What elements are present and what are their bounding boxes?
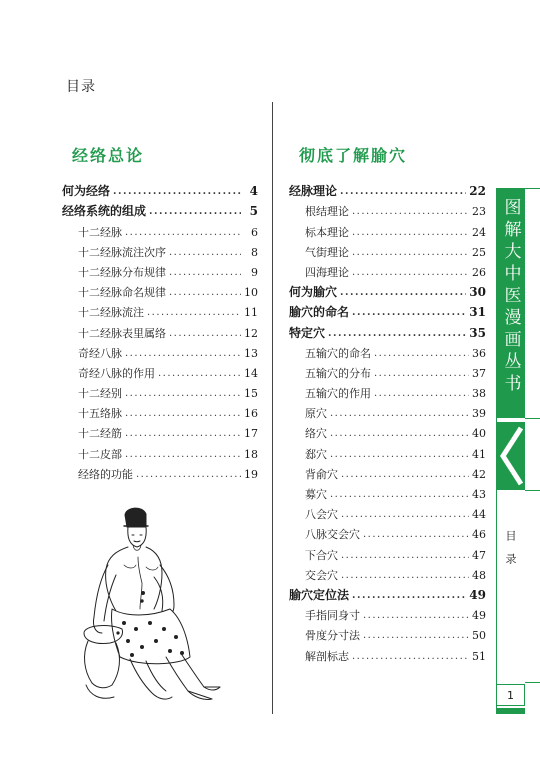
toc-entry[interactable]: [62, 239, 258, 259]
toc-entry-page: 23: [472, 205, 486, 219]
toc-entry-page: 10: [244, 286, 258, 300]
toc-entry[interactable]: [289, 562, 486, 582]
page-number: 1: [497, 684, 525, 706]
toc-entry-title: 十二经脉流注: [78, 306, 144, 320]
chapter-label: 目录: [504, 530, 517, 576]
toc-entry[interactable]: [289, 400, 486, 420]
toc-entry-page: 4: [249, 184, 258, 199]
toc-leader-dots: [363, 629, 469, 642]
toc-entry-title: 腧穴的命名: [289, 305, 350, 320]
toc-entry-page: 30: [469, 285, 486, 300]
toc-entry[interactable]: [62, 218, 258, 238]
toc-entry-page: 6: [251, 225, 258, 239]
toc-entry[interactable]: [289, 360, 486, 380]
toc-leader-dots: [352, 650, 469, 663]
toc-entry-page: 18: [244, 447, 258, 461]
toc-entry-title: 经络的功能: [78, 467, 133, 481]
toc-entry-title: 十二经脉分布规律: [78, 265, 166, 279]
toc-entry-page: 46: [472, 528, 486, 542]
toc-leader-dots: [341, 508, 469, 521]
toc-entry-title: 十二经别: [78, 387, 122, 401]
toc-entry-page: 11: [244, 306, 258, 320]
toc-entry[interactable]: [289, 340, 486, 360]
toc-leader-dots: [374, 367, 469, 380]
toc-entry-page: 37: [472, 366, 486, 380]
toc-entry-title: 十二经脉命名规律: [78, 286, 166, 300]
toc-leader-dots: [330, 488, 469, 501]
toc-entry-title: 十二经脉表里属络: [78, 326, 166, 340]
toc-leader-dots: [147, 306, 241, 319]
page-header-title: 目录: [66, 79, 96, 95]
toc-entry-title: 气街理论: [305, 245, 349, 259]
chevron-left-icon: [497, 422, 525, 490]
toc-entry-title: 根结理论: [305, 205, 349, 219]
side-tab-strip: [496, 188, 540, 714]
toc-entry[interactable]: [62, 400, 258, 420]
toc-entry-page: 22: [469, 184, 486, 199]
toc-entry-page: 8: [251, 245, 258, 259]
toc-leader-dots: [352, 246, 469, 259]
toc-leader-dots: [352, 205, 469, 218]
toc-entry[interactable]: [289, 541, 486, 561]
toc-entry-page: 31: [469, 305, 486, 320]
toc-leader-dots: [341, 569, 469, 582]
series-title: 图解大中医漫画丛书: [500, 198, 521, 396]
toc-entry-title: 解剖标志: [305, 649, 349, 663]
toc-leader-dots: [330, 407, 469, 420]
toc-entry-page: 13: [244, 346, 258, 360]
toc-entry-title: 八脉交会穴: [305, 528, 360, 542]
column-divider: [272, 102, 273, 714]
toc-entry-page: 25: [472, 245, 486, 259]
toc-entry-page: 41: [472, 447, 486, 461]
toc-entry[interactable]: [62, 299, 258, 319]
toc-leader-dots: [149, 205, 241, 218]
toc-entry-page: 9: [251, 265, 258, 279]
toc-entry-title: 下合穴: [305, 548, 338, 562]
toc-entry-page: 39: [472, 407, 486, 421]
series-title-box: [497, 188, 525, 418]
toc-entry[interactable]: [289, 420, 486, 440]
toc-entry[interactable]: [289, 279, 486, 299]
toc-leader-dots: [158, 367, 241, 380]
toc-entry-page: 26: [472, 265, 486, 279]
toc-entry[interactable]: [289, 218, 486, 238]
toc-entry[interactable]: [62, 420, 258, 440]
toc-leader-dots: [169, 327, 241, 340]
toc-leader-dots: [169, 266, 241, 279]
toc-entry-title: 何为经络: [62, 184, 111, 199]
toc-leader-dots: [340, 185, 466, 198]
toc-leader-dots: [352, 306, 466, 319]
side-rule-top: [525, 188, 540, 189]
toc-entry[interactable]: [62, 440, 258, 460]
toc-entry-title: 郄穴: [305, 447, 327, 461]
toc-entry-title: 经络系统的组成: [62, 204, 147, 219]
toc-entry-page: 12: [244, 326, 258, 340]
toc-entry-title: 骨度分寸法: [305, 629, 360, 643]
toc-leader-dots: [330, 448, 469, 461]
toc-leader-dots: [352, 589, 466, 602]
toc-entry[interactable]: [289, 239, 486, 259]
toc-entry-page: 24: [472, 225, 486, 239]
toc-entry-title: 何为腧穴: [289, 285, 338, 300]
toc-entry[interactable]: [62, 461, 258, 481]
toc-entry-page: 19: [244, 467, 258, 481]
toc-entry-title: 背俞穴: [305, 467, 338, 481]
toc-entry-page: 49: [472, 609, 486, 623]
toc-left-list: [62, 178, 258, 481]
side-rule-mid: [525, 418, 540, 419]
toc-entry-page: 50: [472, 629, 486, 643]
toc-entry[interactable]: [62, 340, 258, 360]
toc-entry-page: 38: [472, 387, 486, 401]
toc-entry[interactable]: [62, 380, 258, 400]
toc-leader-dots: [125, 427, 241, 440]
toc-entry-title: 十五络脉: [78, 407, 122, 421]
toc-entry-page: 43: [472, 488, 486, 501]
toc-entry[interactable]: [289, 178, 486, 198]
toc-entry[interactable]: [62, 319, 258, 339]
toc-entry-page: 36: [472, 346, 486, 360]
right-section-title: 彻底了解腧穴: [299, 146, 408, 165]
toc-leader-dots: [330, 427, 469, 440]
toc-entry-page: 35: [469, 325, 486, 340]
toc-entry[interactable]: [289, 501, 486, 521]
toc-entry[interactable]: [289, 319, 486, 339]
toc-entry[interactable]: [289, 259, 486, 279]
toc-leader-dots: [136, 468, 241, 481]
toc-entry-page: 17: [244, 427, 258, 441]
toc-entry-title: 八会穴: [305, 508, 338, 522]
toc-entry-page: 44: [472, 508, 486, 522]
toc-leader-dots: [125, 226, 241, 239]
toc-leader-dots: [169, 286, 241, 299]
toc-entry-title: 五输穴的分布: [305, 366, 371, 380]
side-rule-chapter: [525, 490, 540, 491]
toc-leader-dots: [352, 266, 469, 279]
toc-entry-page: 16: [244, 407, 258, 421]
left-section-title: 经络总论: [72, 146, 145, 165]
toc-entry[interactable]: [62, 259, 258, 279]
seated-figure-illustration: [70, 505, 250, 710]
toc-entry-page: 40: [472, 427, 486, 441]
toc-entry[interactable]: [62, 279, 258, 299]
toc-leader-dots: [328, 327, 466, 340]
toc-leader-dots: [341, 549, 469, 562]
toc-leader-dots: [352, 226, 469, 239]
toc-entry-title: 交会穴: [305, 568, 338, 582]
toc-entry[interactable]: [289, 642, 486, 662]
toc-leader-dots: [125, 347, 241, 360]
toc-entry-title: 五输穴的命名: [305, 346, 371, 360]
toc-leader-dots: [169, 246, 241, 259]
toc-entry-title: 十二经脉流注次序: [78, 245, 166, 259]
toc-leader-dots: [113, 185, 241, 198]
toc-entry[interactable]: [62, 360, 258, 380]
toc-leader-dots: [374, 347, 469, 360]
toc-leader-dots: [340, 286, 466, 299]
toc-entry-title: 十二经脉: [78, 225, 122, 239]
toc-entry-page: 48: [472, 568, 486, 582]
toc-entry[interactable]: [289, 461, 486, 481]
side-rule-bottom: [525, 682, 540, 683]
chevron-block: [497, 422, 525, 490]
toc-entry[interactable]: [289, 481, 486, 501]
toc-leader-dots: [125, 407, 241, 420]
toc-entry-title: 特定穴: [289, 325, 326, 340]
toc-entry-page: 51: [472, 649, 486, 663]
toc-entry-title: 腧穴定位法: [289, 587, 350, 602]
toc-entry[interactable]: [62, 198, 258, 218]
toc-right-list: [289, 178, 486, 663]
toc-leader-dots: [374, 387, 469, 400]
toc-entry-page: 47: [472, 548, 486, 562]
toc-leader-dots: [363, 528, 469, 541]
toc-entry[interactable]: [289, 582, 486, 602]
toc-leader-dots: [125, 448, 241, 461]
toc-entry-page: 42: [472, 467, 486, 481]
toc-entry[interactable]: [289, 380, 486, 400]
toc-entry[interactable]: [289, 198, 486, 218]
toc-entry-page: 5: [249, 204, 258, 219]
toc-entry-title: 经脉理论: [289, 184, 338, 199]
toc-entry[interactable]: [289, 622, 486, 642]
toc-entry-page: 49: [469, 587, 486, 602]
toc-entry[interactable]: [289, 521, 486, 541]
toc-entry[interactable]: [289, 602, 486, 622]
toc-entry-title: 原穴: [305, 407, 327, 421]
toc-entry-title: 募穴: [305, 488, 327, 501]
toc-entry[interactable]: [62, 178, 258, 198]
toc-leader-dots: [125, 387, 241, 400]
toc-entry-title: 手指同身寸: [305, 609, 360, 623]
toc-leader-dots: [363, 609, 469, 622]
toc-leader-dots: [341, 468, 469, 481]
toc-entry-title: 络穴: [305, 427, 327, 441]
toc-entry-title: 十二皮部: [78, 447, 122, 461]
toc-entry-title: 四海理论: [305, 265, 349, 279]
toc-entry[interactable]: [289, 299, 486, 319]
toc-entry-title: 五输穴的作用: [305, 387, 371, 401]
side-bottom-bar: [497, 708, 525, 714]
toc-entry-page: 14: [244, 366, 258, 380]
toc-entry-title: 奇经八脉: [78, 346, 122, 360]
toc-entry-title: 标本理论: [305, 225, 349, 239]
toc-entry-title: 十二经筋: [78, 427, 122, 441]
toc-entry[interactable]: [289, 440, 486, 460]
toc-entry-page: 15: [244, 387, 258, 401]
toc-entry-title: 奇经八脉的作用: [78, 366, 155, 380]
